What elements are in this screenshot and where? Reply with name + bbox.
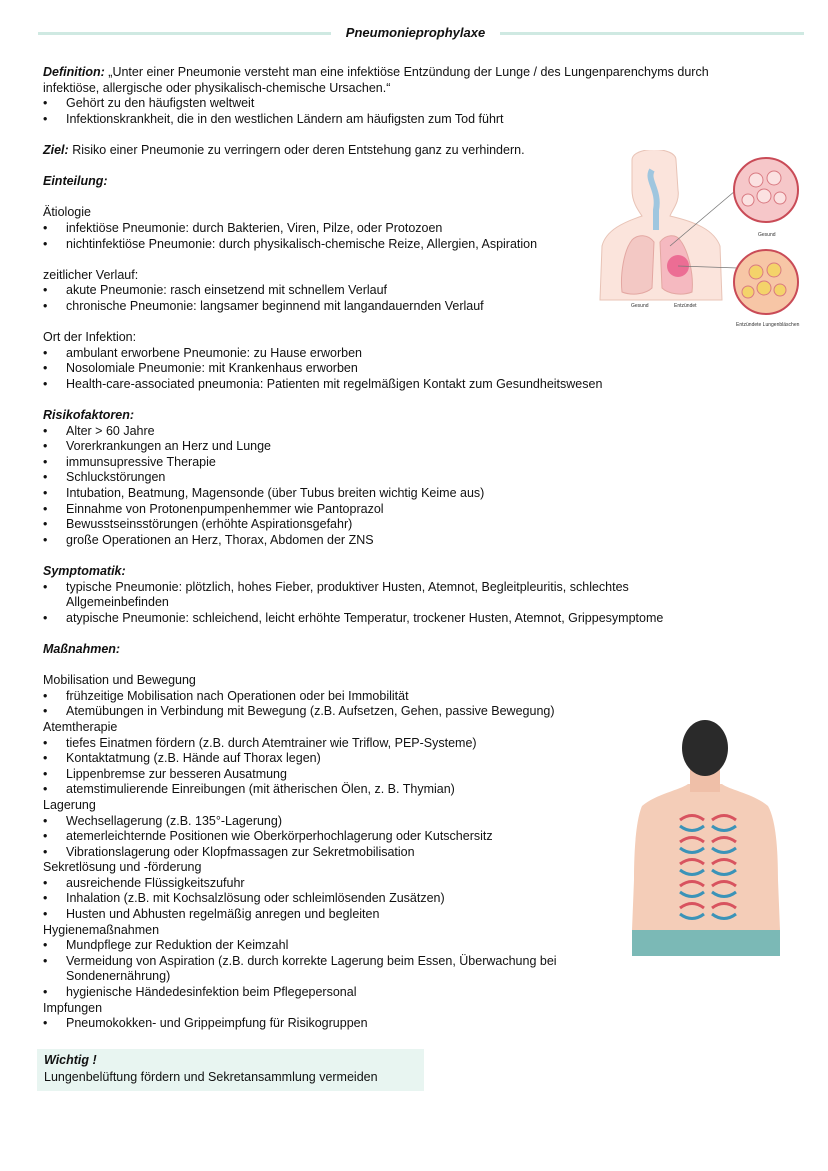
massnahmen-subheading: Sekretlösung und -förderung [43, 860, 202, 875]
lung-svg [596, 150, 816, 330]
wichtig-callout [37, 1049, 424, 1091]
definition-line-2: infektiöse, allergische oder physikalisch-chemische Ursachen.“ [43, 80, 391, 95]
title-row [38, 24, 804, 44]
alveolus [757, 189, 771, 203]
massnahme-item: • Mundpflege zur Reduktion der Keimzahl [43, 938, 289, 953]
head-hair [682, 720, 728, 776]
einteilung-bullet: • chronische Pneumonie: langsamer beginnend mit langandauernden Verlauf [43, 298, 484, 313]
back-svg [622, 720, 790, 956]
back-torso [632, 784, 780, 930]
massnahmen-subheading: Atemtherapie [43, 719, 118, 734]
label-entzuendet: Entzündet [674, 303, 697, 309]
risikofaktor-item: • Einnahme von Protonenpumpenhemmer wie Pantoprazol [43, 501, 384, 516]
risikofaktor-item: • Intubation, Beatmung, Magensonde (über Tubus breiten wichtig Keime aus) [43, 486, 485, 501]
inflamed-alveolus [742, 286, 754, 298]
massnahme-item: • atemstimulierende Einreibungen (mit ätherischen Ölen, z. B. Thymian) [43, 782, 455, 797]
massnahme-item: • frühzeitige Mobilisation nach Operationen oder bei Immobilität [43, 688, 409, 703]
massnahme-item-continuation: Sondenernährung) [66, 969, 171, 984]
risikofaktor-item: • Schluckstörungen [43, 470, 166, 485]
massnahmen-subheading: Lagerung [43, 797, 96, 812]
massnahme-item: • atemerleichternde Positionen wie Oberkörperhochlagerung oder Kutschersitz [43, 829, 493, 844]
massnahmen-subheading: Impfungen [43, 1000, 103, 1015]
symptom-item: • atypische Pneumonie: schleichend, leicht erhöhte Temperatur, trockener Husten, Atemnot, Grippesymptome [43, 610, 664, 625]
alveolus [749, 173, 763, 187]
page-title: Pneumonieprophylaxe [345, 25, 486, 40]
massnahmen-subheading: Mobilisation und Bewegung [43, 673, 196, 688]
inflamed-alveolus [774, 284, 786, 296]
massnahme-item: • Vermeidung von Aspiration (z.B. durch korrekte Lagerung beim Essen, Überwachung bei [43, 953, 557, 968]
einteilung-bullet: • Nosolomiale Pneumonie: mit Krankenhaus erworben [43, 361, 358, 376]
pants [632, 930, 780, 956]
definition-line-1 [43, 65, 788, 81]
definition-label: Definition: [43, 65, 105, 79]
einteilung-bullet: • Health-care-associated pneumonia: Patienten mit regelmäßigen Kontakt zum Gesundheitswesen [43, 376, 603, 391]
symptomatik-heading: Symptomatik: [43, 564, 126, 578]
risikofaktor-item: • immunsupressive Therapie [43, 454, 216, 469]
definition-bullet: • Infektionskrankheit, die in den westlichen Ländern am häufigsten zum Tod führt [43, 111, 504, 126]
back-illustration [622, 720, 790, 956]
symptom-item-continuation: Allgemeinbefinden [66, 595, 169, 610]
alveolus [774, 192, 786, 204]
massnahme-item: • tiefes Einatmen fördern (z.B. durch Atemtrainer wie Triflow, PEP-Systeme) [43, 735, 477, 750]
symptom-item: • typische Pneumonie: plötzlich, hohes Fieber, produktiver Husten, Atemnot, Begleitpleuritis, schlechtes [43, 579, 629, 594]
massnahme-item: • ausreichende Flüssigkeitszufuhr [43, 875, 245, 890]
ziel-label: Ziel: [43, 142, 69, 157]
einteilung-group-heading: zeitlicher Verlauf: [43, 267, 139, 282]
einteilung-heading: Einteilung: [43, 174, 108, 189]
bullet-dot: • [43, 111, 48, 126]
label-entzuendete-blaeschen: Entzündete Lungenbläschen [736, 322, 800, 328]
risikofaktor-item: • Bewusstseinsstörungen (erhöhte Aspirationsgefahr) [43, 517, 353, 532]
definition-bullet: • Gehört zu den häufigsten weltweit [43, 96, 255, 111]
einteilung-group-heading: Ort der Infektion: [43, 330, 137, 345]
inflamed-alveolus [767, 263, 781, 277]
alveolus [742, 194, 754, 206]
massnahme-item: • Pneumokokken- und Grippeimpfung für Risikogruppen [43, 1016, 368, 1031]
ziel-text: Risiko einer Pneumonie zu verringern oder deren Entstehung ganz zu verhindern. [72, 142, 525, 157]
einteilung-bullet: • akute Pneumonie: rasch einsetzend mit schnellem Verlauf [43, 283, 388, 298]
wichtig-text: Lungenbelüftung fördern und Sekretansammlung vermeiden [44, 1070, 378, 1084]
inflamed-alveolus [749, 265, 763, 279]
massnahme-item: • Kontaktatmung (z.B. Hände auf Thorax legen) [43, 751, 321, 766]
inflamed-alveolus [757, 281, 771, 295]
lung-illustration [596, 150, 816, 330]
massnahme-item: • Inhalation (z.B. mit Kochsalzlösung oder schleimlösenden Zusätzen) [43, 891, 445, 906]
massnahme-item: • Lippenbremse zur besseren Ausatmung [43, 766, 287, 781]
einteilung-group-heading: Ätiologie [43, 205, 91, 220]
risikofaktor-item: • große Operationen an Herz, Thorax, Abdomen der ZNS [43, 532, 374, 547]
definition-text: „Unter einer Pneumonie versteht man eine infektiöse Entzündung der Lunge / des Lungenparenchyms durch [108, 65, 709, 79]
wichtig-label: Wichtig ! [44, 1053, 97, 1067]
risikofaktor-item: • Alter > 60 Jahre [43, 423, 155, 438]
massnahme-item: • Vibrationslagerung oder Klopfmassagen zur Sekretmobilisation [43, 844, 415, 859]
massnahme-item: • Atemübungen in Verbindung mit Bewegung (z.B. Aufsetzen, Gehen, passive Bewegung) [43, 704, 555, 719]
massnahme-item: • Husten und Abhusten regelmäßig anregen und begleiten [43, 907, 380, 922]
einteilung-bullet: • nichtinfektiöse Pneumonie: durch physikalisch-chemische Reize, Allergien, Aspiration [43, 236, 538, 251]
title-divider-right [500, 32, 804, 35]
massnahme-item: • Wechsellagerung (z.B. 135°-Lagerung) [43, 813, 283, 828]
einteilung-bullet: • ambulant erworbene Pneumonie: zu Hause erworben [43, 345, 363, 360]
massnahmen-subheading: Hygienemaßnahmen [43, 922, 160, 937]
einteilung-bullet: • infektiöse Pneumonie: durch Bakterien, Viren, Pilze, oder Protozoen [43, 220, 443, 235]
title-divider-left [38, 32, 331, 35]
massnahmen-heading: Maßnahmen: [43, 641, 121, 656]
bullet-dot: • [43, 96, 48, 111]
torso-outline [600, 150, 722, 300]
risikofaktor-item: • Vorerkrankungen an Herz und Lunge [43, 439, 272, 454]
risikofaktoren-heading: Risikofaktoren: [43, 408, 134, 423]
alveolus [767, 171, 781, 185]
label-gesund-left: Gesund [631, 303, 649, 309]
massnahme-item: • hygienische Händedesinfektion beim Pflegepersonal [43, 985, 357, 1000]
label-gesund-right: Gesund [758, 232, 776, 238]
